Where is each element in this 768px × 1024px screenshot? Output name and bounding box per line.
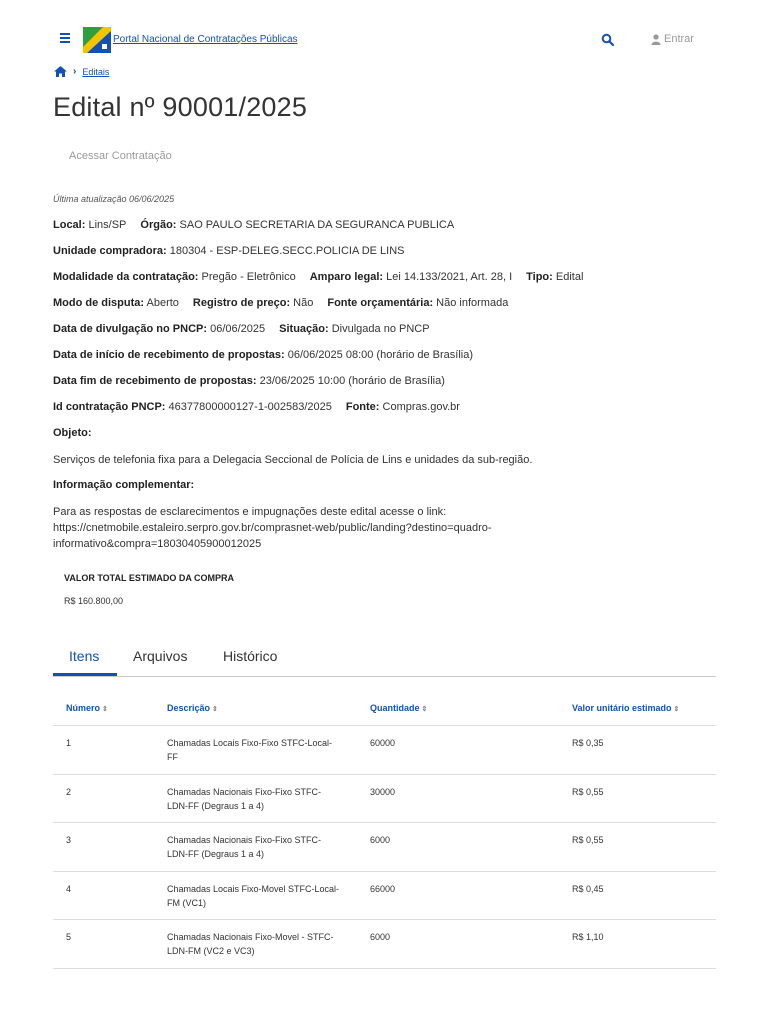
local-label: Local: (53, 219, 86, 231)
cell-quantidade: 60000 (370, 738, 396, 748)
info-modo-disputa (53, 297, 508, 309)
table-row[interactable] (53, 775, 716, 824)
cell-numero: 4 (66, 883, 72, 894)
search-icon[interactable] (601, 33, 615, 47)
active-tab-indicator (53, 673, 117, 676)
header-quantidade[interactable] (370, 703, 427, 713)
table-row[interactable] (53, 726, 716, 775)
orgao-value: SAO PAULO SECRETARIA DA SEGURANCA PUBLICA (179, 219, 455, 231)
objeto-text: Serviços de telefonia fixa para a Delegacia Seccional de Polícia de Lins e unidades da sub-região. (53, 454, 533, 466)
valor-total-value: R$ 160.800,00 (64, 596, 124, 606)
inicio-value: 06/06/2025 08:00 (horário de Brasília) (287, 349, 474, 361)
fim-value: 23/06/2025 10:00 (horário de Brasília) (259, 375, 445, 387)
fim-label: Data fim de recebimento de propostas: (53, 375, 257, 387)
informacao-complementar-text: Para as respostas de esclarecimentos e impugnações deste edital acesse o link: https://cnetmobile.estaleiro.serpro.gov.br/comprasnet-web/public/landing?destino=quadro-informativo&compra=18030405900012025 (53, 506, 492, 550)
unidade-label: Unidade compradora: (53, 245, 167, 257)
cell-numero: 1 (66, 738, 72, 748)
tab-itens[interactable]: Itens (69, 648, 100, 664)
info-id-contratacao (53, 401, 460, 413)
cell-numero: 3 (66, 835, 72, 846)
user-icon (651, 34, 661, 45)
header-quantidade-label: Quantidade (370, 703, 420, 713)
id-value: 46377800000127-1-002583/2025 (168, 401, 332, 413)
info-objeto (53, 427, 92, 439)
sort-icon: ⇕ (673, 706, 680, 713)
tab-bar (53, 640, 716, 677)
modalidade-value: Pregão - Eletrônico (201, 271, 296, 283)
header-descricao[interactable] (167, 703, 218, 713)
tipo-value: Edital (555, 271, 584, 283)
modo-value: Aberto (146, 297, 179, 309)
modalidade-label: Modalidade da contratação: (53, 271, 199, 283)
header-valor-unitario[interactable] (572, 703, 679, 713)
amparo-label: Amparo legal: (309, 271, 384, 283)
fonte-label: Fonte: (345, 401, 380, 413)
unidade-value: 180304 - ESP-DELEG.SECC.POLICIA DE LINS (169, 245, 405, 257)
cell-quantidade: 66000 (370, 883, 396, 894)
cell-valor-unitario: R$ 0,55 (572, 835, 604, 846)
cell-descricao: Chamadas Nacionais Fixo-Movel - STFC-LDN-FM (VC2 e VC3) (167, 932, 334, 957)
cell-descricao: Chamadas Locais Fixo-Movel STFC-Local-FM (VC1) (167, 883, 340, 908)
info-divulgacao (53, 323, 430, 335)
sort-icon: ⇕ (102, 706, 108, 713)
cell-valor-unitario: R$ 0,45 (572, 883, 604, 894)
table-header (53, 690, 716, 726)
sort-icon: ⇕ (212, 706, 218, 713)
home-icon[interactable] (54, 66, 67, 77)
fonte-orcamentaria-label: Fonte orçamentária: (327, 297, 434, 309)
cell-quantidade: 6000 (370, 932, 391, 943)
info-unidade (53, 245, 405, 257)
table-row[interactable] (53, 920, 716, 969)
chevron-right-icon: › (73, 66, 77, 77)
info-modalidade (53, 271, 583, 283)
acessar-contratacao-button[interactable]: Acessar Contratação (69, 150, 172, 162)
last-updated-text: Última atualização 06/06/2025 (53, 194, 175, 204)
informacao-complementar-label: Informação complementar: (53, 479, 195, 491)
valor-total-label: VALOR TOTAL ESTIMADO DA COMPRA (64, 573, 234, 583)
orgao-label: Órgão: (140, 219, 177, 231)
info-local-orgao (53, 219, 454, 231)
cell-descricao: Chamadas Nacionais Fixo-Fixo STFC-LDN-FF (Degraus 1 a 4) (167, 835, 322, 860)
sort-icon: ⇕ (421, 706, 428, 713)
info-fim-propostas (53, 375, 445, 387)
cell-descricao: Chamadas Nacionais Fixo-Fixo STFC-LDN-FF (Degraus 1 a 4) (167, 786, 322, 811)
header-numero-label: Número (66, 703, 101, 713)
divulgacao-value: 06/06/2025 (210, 323, 266, 335)
cell-valor-unitario: R$ 0,35 (572, 738, 604, 748)
page-title: Edital nº 90001/2025 (53, 92, 308, 122)
tipo-label: Tipo: (526, 271, 553, 283)
id-label: Id contratação PNCP: (53, 401, 166, 413)
breadcrumb-editais-link[interactable]: Editais (82, 66, 110, 77)
registro-value: Não (293, 297, 314, 309)
entrar-button[interactable] (651, 33, 694, 45)
info-complementar (53, 479, 194, 491)
situacao-value: Divulgada no PNCP (331, 323, 430, 335)
tab-arquivos[interactable]: Arquivos (133, 648, 188, 664)
table-row[interactable] (53, 823, 716, 872)
cell-valor-unitario: R$ 0,55 (572, 786, 604, 797)
modo-label: Modo de disputa: (53, 297, 145, 309)
tab-historico[interactable]: Histórico (223, 648, 278, 664)
portal-title-link[interactable]: Portal Nacional de Contratações Públicas (113, 34, 298, 45)
entrar-label: Entrar (664, 33, 694, 45)
amparo-value: Lei 14.133/2021, Art. 28, I (386, 271, 513, 283)
inicio-label: Data de início de recebimento de propostas: (53, 349, 285, 361)
cell-valor-unitario: R$ 1,10 (572, 932, 604, 943)
header-valor-unitario-label: Valor unitário estimado (572, 703, 672, 713)
hamburger-menu-icon[interactable] (60, 33, 74, 47)
info-inicio-propostas (53, 349, 473, 361)
breadcrumb (54, 66, 109, 77)
cell-quantidade: 6000 (370, 835, 391, 846)
objeto-label: Objeto: (53, 427, 92, 439)
cell-numero: 2 (66, 786, 72, 797)
itens-table (53, 690, 716, 969)
registro-label: Registro de preço: (192, 297, 291, 309)
cell-descricao: Chamadas Locais Fixo-Fixo STFC-Local-FF (167, 738, 333, 762)
situacao-label: Situação: (279, 323, 329, 335)
cell-quantidade: 30000 (370, 786, 396, 797)
cell-numero: 5 (66, 932, 72, 943)
table-row[interactable] (53, 872, 716, 921)
fonte-value: Compras.gov.br (382, 401, 460, 413)
divulgacao-label: Data de divulgação no PNCP: (53, 323, 208, 335)
local-value: Lins/SP (88, 219, 127, 231)
header (0, 0, 768, 64)
header-descricao-label: Descrição (167, 703, 211, 713)
fonte-orcamentaria-value: Não informada (436, 297, 509, 309)
gov-logo-icon[interactable] (83, 27, 111, 53)
header-numero[interactable] (66, 703, 108, 713)
